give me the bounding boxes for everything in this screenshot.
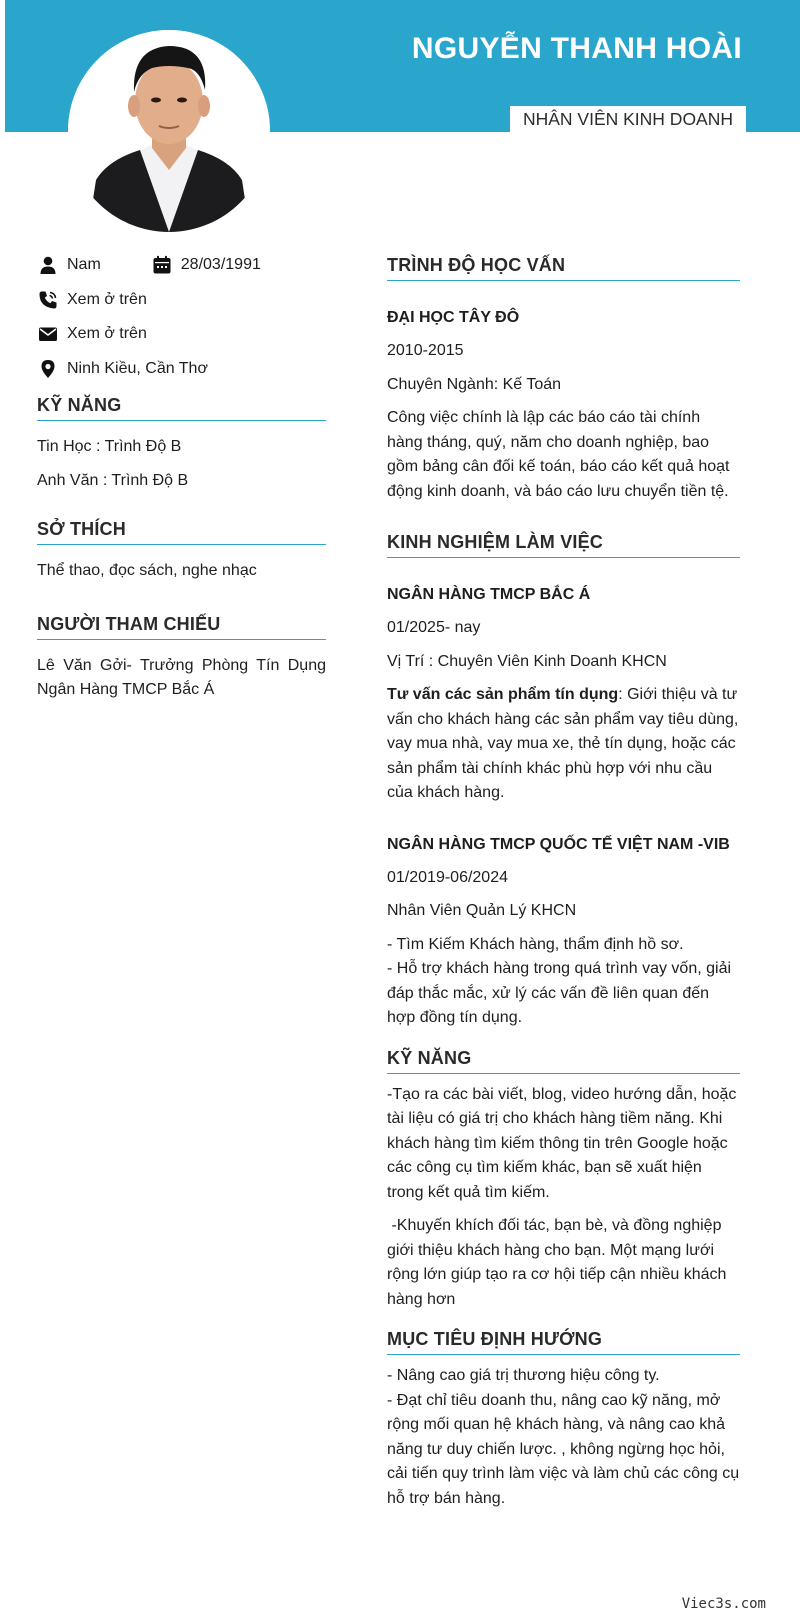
address: Ninh Kiều, Cần Thơ [67, 359, 208, 377]
education-major: Chuyên Ngành: Kế Toán [387, 375, 562, 393]
job-period: 01/2025- nay [387, 619, 481, 636]
references-heading: NGƯỜI THAM CHIẾU [37, 614, 326, 640]
gender-birth-row [37, 248, 337, 283]
education-period: 2010-2015 [387, 342, 464, 359]
job-period: 01/2019-06/2024 [387, 868, 508, 886]
experience-heading: KINH NGHIỆM LÀM VIỆC [387, 532, 740, 558]
user-icon [37, 254, 59, 276]
skills-heading-right: KỸ NĂNG [387, 1048, 740, 1074]
job-description-bold: Tư vấn các sản phẩm tín dụng [387, 686, 619, 703]
job-position: Vị Trí : Chuyên Viên Kinh Doanh KHCN [387, 652, 667, 670]
education-heading: TRÌNH ĐỘ HỌC VẤN [387, 255, 740, 281]
job-description [387, 683, 740, 806]
skills-heading-left: KỸ NĂNG [37, 395, 326, 421]
job-company: NGÂN HÀNG TMCP BẮC Á [387, 586, 591, 603]
footer-brand: Viec3s.com [681, 1596, 766, 1612]
address-row [37, 352, 337, 387]
objective-heading: MỤC TIÊU ĐỊNH HƯỚNG [387, 1329, 740, 1355]
job-description-line: - Hỗ trợ khách hàng trong quá trình vay vốn, giải đáp thắc mắc, xử lý các vấn đề liên quan đến hợp đồng tín dụng. [387, 960, 732, 1026]
hobbies-text: Thể thao, đọc sách, nghe nhạc [37, 562, 257, 579]
email-row [37, 317, 337, 352]
reference-text: Lê Văn Gởi- Trưởng Phòng Tín Dụng Ngân Hàng TMCP Bắc Á [37, 656, 326, 698]
skill-item: Anh Văn : Trình Độ B [37, 471, 189, 489]
gender: Nam [67, 256, 101, 274]
left-column [37, 248, 337, 703]
skills-paragraph: -Tạo ra các bài viết, blog, video hướng dẫn, hoặc tài liệu có giá trị cho khách hàng tiềm năng. Khi khách hàng tìm kiếm thông tin trên Google hoặc các công cụ tìm kiếm khác, bạn sẽ xuất hiện trong kết quả tìm kiếm. [387, 1085, 737, 1201]
skills-paragraph: -Khuyến khích đối tác, bạn bè, và đồng nghiệp giới thiệu khách hàng cho bạn. Một mạng lưới rộng lớn giúp tạo ra cơ hội tiếp cận nhiều khách hàng hơn [387, 1217, 731, 1308]
avatar [68, 30, 270, 232]
skill-item: Tin Học : Trình Độ B [37, 438, 182, 455]
job-title: NHÂN VIÊN KINH DOANH [510, 106, 746, 133]
job-company: NGÂN HÀNG TMCP QUỐC TẾ VIỆT NAM -VIB [387, 835, 730, 853]
phone-icon [37, 289, 59, 311]
birthdate: 28/03/1991 [180, 256, 261, 274]
right-column [387, 255, 766, 1511]
education-description: Công việc chính là lập các báo cáo tài chính hàng tháng, quý, năm cho doanh nghiệp, bao gồm bảng cân đối kế toán, báo cáo kết quả hoạt động kinh doanh, và báo cáo lưu chuyển tiền tệ. [387, 409, 730, 500]
email: Xem ở trên [67, 325, 147, 343]
job-description-text: : Giới thiệu và tư vấn cho khách hàng các sản phẩm vay tiêu dùng, vay mua nhà, vay mua xe, thẻ tín dụng, hoặc các sản phẩm tài chính khác phù hợp với nhu cầu của khách hàng. [387, 686, 739, 801]
school-name: ĐẠI HỌC TÂY ĐÔ [387, 309, 520, 326]
envelope-icon [37, 323, 59, 345]
hobbies-heading: SỞ THÍCH [37, 519, 326, 545]
job-position: Nhân Viên Quản Lý KHCN [387, 902, 577, 919]
phone: Xem ở trên [67, 290, 147, 308]
location-pin-icon [37, 358, 59, 380]
objective-line: - Đạt chỉ tiêu doanh thu, nâng cao kỹ năng, mở rộng mối quan hệ khách hàng, và nâng cao khả năng tư duy chiến lược. , không ngừng học hỏi, cải tiến quy trình làm việc và làm chủ các công cụ hỗ trợ bán hàng. [387, 1391, 740, 1507]
job-description-line: - Tìm Kiếm Khách hàng, thẩm định hồ sơ. [387, 935, 684, 953]
phone-row [37, 283, 337, 318]
candidate-name: NGUYỄN THANH HOÀI [411, 32, 742, 65]
objective-line: - Nâng cao giá trị thương hiệu công ty. [387, 1367, 660, 1384]
calendar-icon [151, 254, 173, 276]
